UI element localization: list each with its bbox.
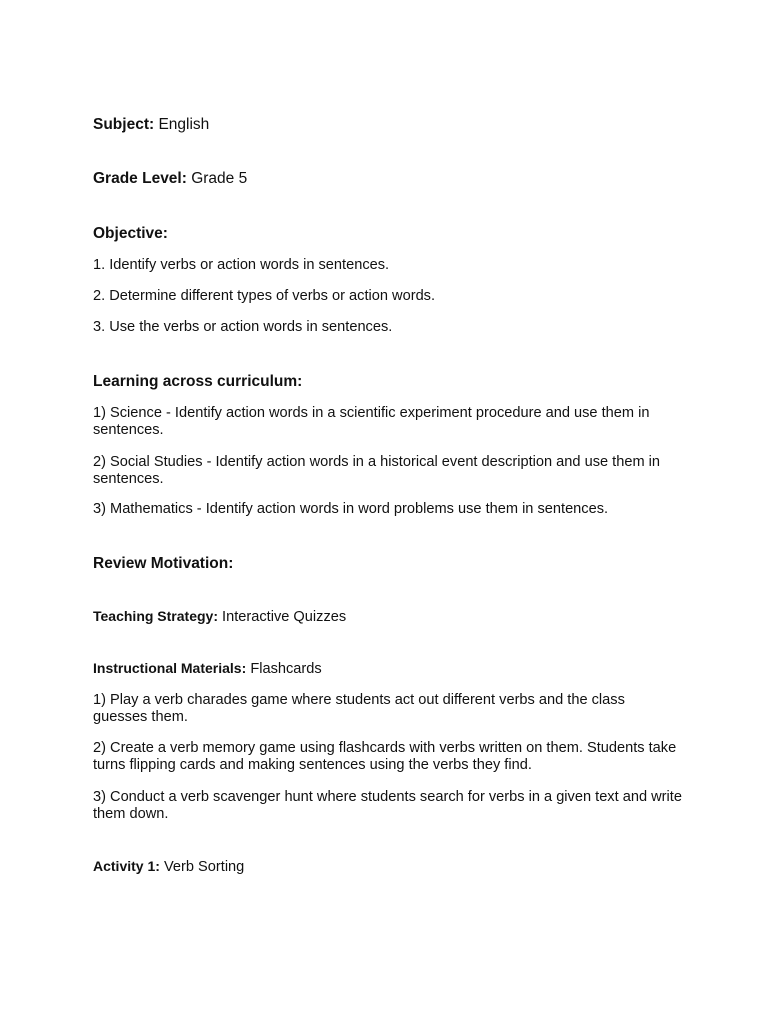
subject-line — [93, 116, 683, 134]
grade-level-line — [93, 170, 683, 188]
subject-label: Subject: — [93, 116, 155, 133]
activity-1-line — [93, 858, 683, 876]
instructional-materials-value: Flashcards — [246, 661, 322, 677]
activity-1-label: Activity 1: — [93, 858, 160, 874]
instructional-materials-item: 3) Conduct a verb scavenger hunt where students search for verbs in a given text and write them down. — [93, 789, 682, 822]
instructional-materials-item: 1) Play a verb charades game where students act out different verbs and the class guesses them. — [93, 692, 625, 725]
teaching-strategy-line — [93, 608, 683, 626]
grade-level-label: Grade Level: — [93, 170, 187, 187]
curriculum-item: 2) Social Studies - Identify action words in a historical event description and use them in sentences. — [93, 454, 661, 487]
learning-across-curriculum-heading: Learning across curriculum: — [93, 373, 303, 390]
curriculum-item: 3) Mathematics - Identify action words in word problems use them in sentences. — [93, 501, 609, 517]
objective-item: 2. Determine different types of verbs or action words. — [93, 288, 436, 304]
activity-1-value: Verb Sorting — [159, 859, 245, 875]
review-motivation-heading: Review Motivation: — [93, 555, 234, 572]
teaching-strategy-label: Teaching Strategy: — [93, 608, 218, 624]
subject-value: English — [154, 116, 210, 133]
instructional-materials-line — [93, 660, 683, 678]
objective-item: 3. Use the verbs or action words in sentences. — [93, 319, 393, 335]
curriculum-item: 1) Science - Identify action words in a scientific experiment procedure and use them in sentences. — [93, 405, 650, 438]
instructional-materials-label: Instructional Materials: — [93, 660, 247, 676]
grade-level-value: Grade 5 — [186, 170, 248, 187]
instructional-materials-item: 2) Create a verb memory game using flashcards with verbs written on them. Students take turns flipping cards and making sentences using the verbs they find. — [93, 740, 677, 773]
objective-heading: Objective: — [93, 225, 168, 242]
teaching-strategy-value: Interactive Quizzes — [218, 609, 347, 625]
objective-item: 1. Identify verbs or action words in sentences. — [93, 257, 390, 273]
